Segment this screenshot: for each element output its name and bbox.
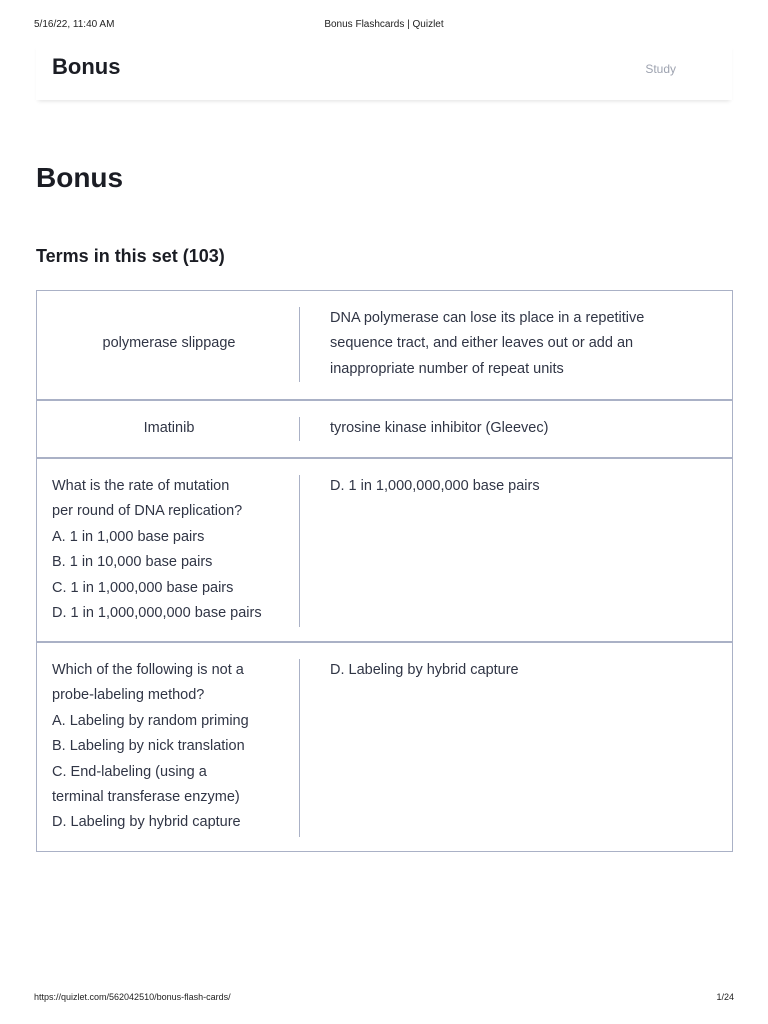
definition-line: DNA polymerase can lose its place in a repetitive	[330, 310, 645, 326]
row-divider	[299, 307, 300, 382]
term-line: A. 1 in 1,000 base pairs	[52, 528, 205, 545]
term-line: B. Labeling by nick translation	[52, 738, 245, 755]
page-url: https://quizlet.com/562042510/bonus-flash-cards/	[34, 992, 231, 1002]
definition-text	[330, 306, 716, 382]
term-line: D. 1 in 1,000,000,000 base pairs	[52, 605, 262, 622]
term-line: D. Labeling by hybrid capture	[52, 814, 241, 831]
term-row	[37, 399, 732, 457]
definition-line: sequence tract, and either leaves out or add an	[330, 335, 634, 352]
term-line: A. Labeling by random priming	[52, 712, 249, 729]
row-divider	[299, 475, 300, 627]
row-divider	[299, 659, 300, 837]
definition-text	[330, 416, 716, 441]
term-line: Imatinib	[143, 420, 195, 436]
set-name: Bonus	[52, 54, 121, 79]
terms-table	[36, 290, 733, 852]
term-text	[37, 474, 301, 626]
page-title: Bonus	[36, 162, 124, 193]
term-line: polymerase slippage	[102, 335, 236, 351]
term-line: probe-labeling method?	[52, 687, 205, 704]
print-datetime: 5/16/22, 11:40 AM	[34, 19, 115, 30]
term-row	[37, 457, 732, 641]
definition-line: inappropriate number of repeat units	[330, 360, 564, 377]
term-line: terminal transferase enzyme)	[52, 789, 240, 806]
definition-line: tyrosine kinase inhibitor (Gleevec)	[330, 420, 549, 436]
definition-text	[330, 474, 716, 499]
term-line: C. 1 in 1,000,000 base pairs	[52, 579, 234, 596]
term-line: B. 1 in 10,000 base pairs	[52, 554, 213, 571]
set-header-bar	[36, 44, 732, 100]
term-line: What is the rate of mutation	[52, 478, 230, 494]
term-row	[37, 641, 732, 851]
terms-heading: Terms in this set (103)	[36, 246, 225, 266]
term-text	[37, 658, 301, 836]
term-line: Which of the following is not a	[52, 662, 244, 678]
definition-line: D. 1 in 1,000,000,000 base pairs	[330, 478, 540, 494]
term-row	[37, 291, 732, 399]
term-text	[37, 331, 301, 356]
study-button[interactable]: Study	[645, 62, 676, 76]
term-text	[37, 416, 301, 441]
term-line: C. End-labeling (using a	[52, 763, 207, 780]
definition-text	[330, 658, 716, 683]
term-line: per round of DNA replication?	[52, 503, 243, 520]
page-number: 1/24	[716, 992, 734, 1002]
row-divider	[299, 417, 300, 441]
print-document-title: Bonus Flashcards | Quizlet	[324, 19, 444, 30]
definition-line: D. Labeling by hybrid capture	[330, 662, 519, 678]
